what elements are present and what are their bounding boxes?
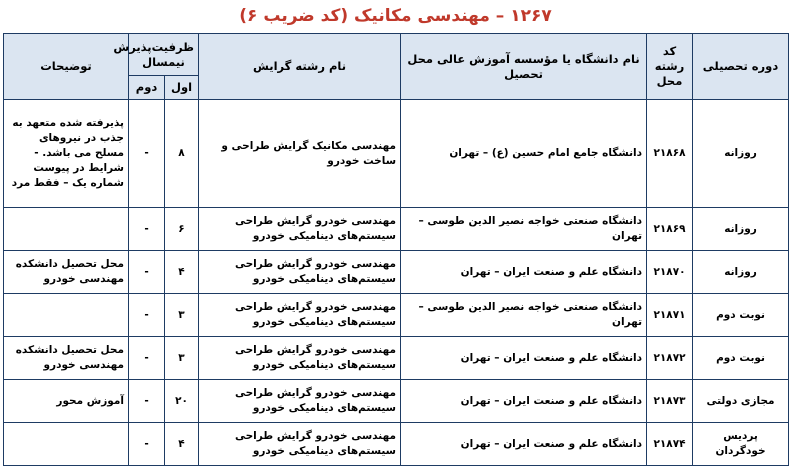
cell-field: مهندسی خودرو گرایش طراحی سیستم‌های دینامیکی خودرو xyxy=(199,380,401,423)
cell-university: دانشگاه علم و صنعت ایران – تهران xyxy=(401,337,647,380)
header-capacity: ظرفیت‌پذیرش نیمسال xyxy=(129,34,199,76)
cell-period: مجازی دولتی xyxy=(693,380,789,423)
cell-period: روزانه xyxy=(693,208,789,251)
cell-university: دانشگاه جامع امام حسین (ع) – تهران xyxy=(401,100,647,208)
cell-period: روزانه xyxy=(693,100,789,208)
cell-university: دانشگاه علم و صنعت ایران – تهران xyxy=(401,423,647,466)
cell-second: - xyxy=(129,208,165,251)
cell-notes: پذیرفته شده متعهد به جذب در نیروهای مسلح می باشد. - شرایط در پیوست شماره یک – فقط مرد xyxy=(4,100,129,208)
cell-second: - xyxy=(129,423,165,466)
header-first: اول xyxy=(165,76,199,100)
cell-notes xyxy=(4,423,129,466)
header-notes: توضیحات xyxy=(4,34,129,100)
cell-period: نوبت دوم xyxy=(693,294,789,337)
cell-code: ۲۱۸۷۰ xyxy=(647,251,693,294)
cell-notes: محل تحصیل دانشکده مهندسی خودرو xyxy=(4,251,129,294)
table-row xyxy=(4,208,789,251)
cell-first: ۳ xyxy=(165,337,199,380)
table-row xyxy=(4,100,789,208)
cell-code: ۲۱۸۷۳ xyxy=(647,380,693,423)
header-field: نام رشته گرایش xyxy=(199,34,401,100)
cell-notes: محل تحصیل دانشکده مهندسی خودرو xyxy=(4,337,129,380)
cell-field: مهندسی خودرو گرایش طراحی سیستم‌های دینامیکی خودرو xyxy=(199,294,401,337)
cell-second: - xyxy=(129,294,165,337)
cell-first: ۴ xyxy=(165,251,199,294)
cell-university: دانشگاه صنعتی خواجه نصیر الدین طوسی – تهران xyxy=(401,294,647,337)
cell-second: - xyxy=(129,337,165,380)
header-second: دوم xyxy=(129,76,165,100)
table-row xyxy=(4,251,789,294)
cell-code: ۲۱۸۶۹ xyxy=(647,208,693,251)
cell-notes xyxy=(4,294,129,337)
cell-field: مهندسی خودرو گرایش طراحی سیستم‌های دینامیکی خودرو xyxy=(199,423,401,466)
cell-period: روزانه xyxy=(693,251,789,294)
cell-code: ۲۱۸۷۱ xyxy=(647,294,693,337)
cell-field: مهندسی خودرو گرایش طراحی سیستم‌های دینامیکی خودرو xyxy=(199,337,401,380)
table-row xyxy=(4,337,789,380)
admission-table xyxy=(3,33,789,466)
cell-period: پردیس خودگردان xyxy=(693,423,789,466)
cell-first: ۸ xyxy=(165,100,199,208)
cell-university: دانشگاه صنعتی خواجه نصیر الدین طوسی – تهران xyxy=(401,208,647,251)
cell-field: مهندسی خودرو گرایش طراحی سیستم‌های دینامیکی خودرو xyxy=(199,208,401,251)
cell-first: ۲۰ xyxy=(165,380,199,423)
cell-first: ۶ xyxy=(165,208,199,251)
cell-period: نوبت دوم xyxy=(693,337,789,380)
table-row xyxy=(4,423,789,466)
cell-university: دانشگاه علم و صنعت ایران – تهران xyxy=(401,380,647,423)
cell-first: ۴ xyxy=(165,423,199,466)
cell-second: - xyxy=(129,100,165,208)
page-title: ۱۲۶۷ – مهندسی مکانیک (کد ضریب ۶) xyxy=(239,6,552,26)
cell-code: ۲۱۸۷۴ xyxy=(647,423,693,466)
cell-code: ۲۱۸۷۲ xyxy=(647,337,693,380)
cell-notes: آموزش محور xyxy=(4,380,129,423)
cell-second: - xyxy=(129,380,165,423)
header-university: نام دانشگاه یا مؤسسه آموزش عالی محل تحصیل xyxy=(401,34,647,100)
header-period: دوره تحصیلی xyxy=(693,34,789,100)
table-row xyxy=(4,294,789,337)
cell-first: ۳ xyxy=(165,294,199,337)
cell-university: دانشگاه علم و صنعت ایران – تهران xyxy=(401,251,647,294)
header-code: کد رشته محل xyxy=(647,34,693,100)
cell-notes xyxy=(4,208,129,251)
cell-code: ۲۱۸۶۸ xyxy=(647,100,693,208)
cell-field: مهندسی مکانیک گرایش طراحی و ساخت خودرو xyxy=(199,100,401,208)
cell-second: - xyxy=(129,251,165,294)
cell-field: مهندسی خودرو گرایش طراحی سیستم‌های دینامیکی خودرو xyxy=(199,251,401,294)
table-row xyxy=(4,380,789,423)
